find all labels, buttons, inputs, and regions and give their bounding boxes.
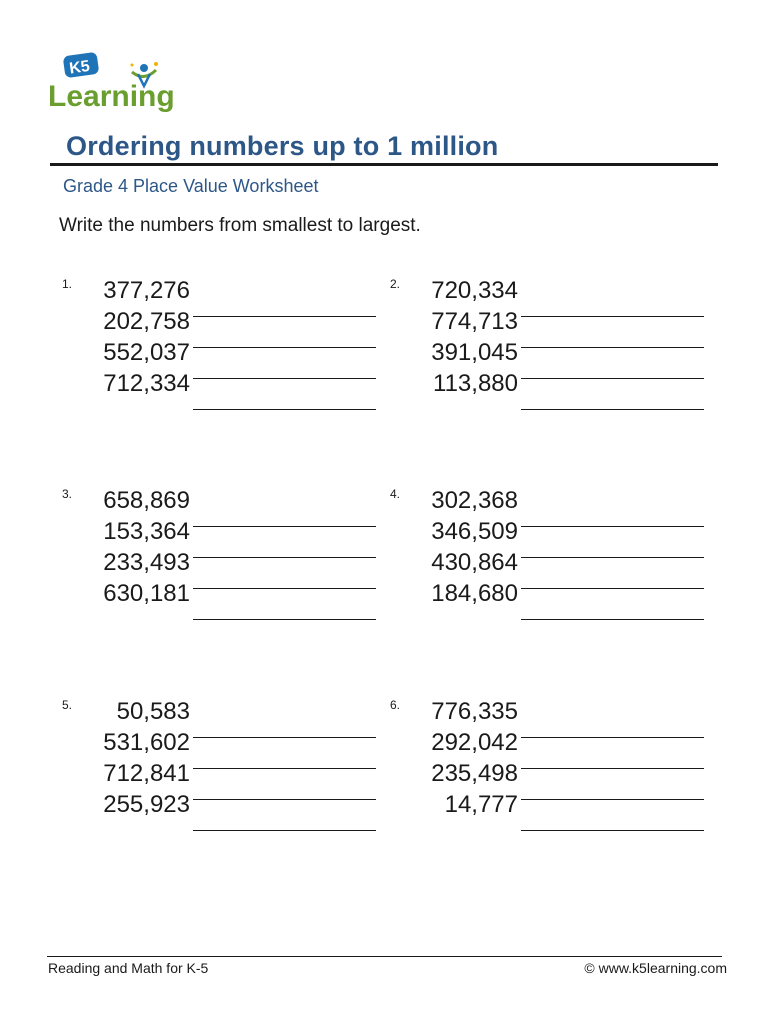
answer-line[interactable] xyxy=(521,391,704,410)
number-value: 202,758 xyxy=(103,308,190,335)
number-row xyxy=(62,760,392,791)
answer-line[interactable] xyxy=(521,601,704,620)
number-row xyxy=(390,580,720,611)
number-value: 430,864 xyxy=(431,549,518,576)
number-row xyxy=(390,698,720,729)
number-row xyxy=(390,791,720,822)
number-row xyxy=(390,518,720,549)
footer-divider xyxy=(47,956,722,957)
problem-number: 2. xyxy=(390,277,401,291)
problem-number: 5. xyxy=(62,698,73,712)
number-row xyxy=(390,308,720,339)
number-row xyxy=(62,580,392,611)
number-row xyxy=(390,729,720,760)
answer-line[interactable] xyxy=(521,812,704,831)
number-row xyxy=(62,549,392,580)
number-value: 774,713 xyxy=(431,308,518,335)
number-value: 50,583 xyxy=(116,698,190,725)
number-row xyxy=(390,339,720,370)
k5-learning-logo xyxy=(48,52,188,114)
number-row xyxy=(390,370,720,401)
number-value: 552,037 xyxy=(103,339,190,366)
number-row xyxy=(62,370,392,401)
worksheet-subtitle: Grade 4 Place Value Worksheet xyxy=(63,176,319,196)
problem-number: 3. xyxy=(62,487,73,501)
number-row xyxy=(62,277,392,308)
problem-number: 4. xyxy=(390,487,401,501)
number-value: 712,841 xyxy=(103,760,190,787)
footer-copyright-link[interactable]: © www.k5learning.com xyxy=(584,960,727,976)
number-row xyxy=(62,729,392,760)
number-row xyxy=(390,487,720,518)
number-value: 235,498 xyxy=(431,760,518,787)
number-value: 712,334 xyxy=(103,370,190,397)
number-value: 531,602 xyxy=(103,729,190,756)
svg-text:Learning: Learning xyxy=(48,80,175,113)
number-value: 776,335 xyxy=(431,698,518,725)
number-row xyxy=(390,277,720,308)
number-row xyxy=(390,760,720,791)
problem-number: 6. xyxy=(390,698,401,712)
number-row xyxy=(62,487,392,518)
title-divider xyxy=(50,163,718,166)
footer-tagline: Reading and Math for K-5 xyxy=(48,960,209,976)
answer-line[interactable] xyxy=(193,601,376,620)
number-row xyxy=(62,518,392,549)
worksheet-instructions: Write the numbers from smallest to largest. xyxy=(59,215,421,236)
number-row xyxy=(62,339,392,370)
number-value: 377,276 xyxy=(103,277,190,304)
answer-line[interactable] xyxy=(193,391,376,410)
svg-text:K5: K5 xyxy=(68,57,91,78)
number-value: 346,509 xyxy=(431,518,518,545)
number-row xyxy=(62,308,392,339)
number-value: 630,181 xyxy=(103,580,190,607)
number-value: 391,045 xyxy=(431,339,518,366)
number-value: 302,368 xyxy=(431,487,518,514)
number-row xyxy=(62,791,392,822)
number-value: 113,880 xyxy=(433,370,518,397)
problem-number: 1. xyxy=(62,277,73,291)
number-value: 720,334 xyxy=(431,277,518,304)
number-value: 255,923 xyxy=(103,791,190,818)
number-value: 233,493 xyxy=(103,549,190,576)
number-row xyxy=(390,549,720,580)
number-value: 184,680 xyxy=(431,580,518,607)
k5-logo-graphic xyxy=(48,52,188,114)
number-value: 14,777 xyxy=(444,791,518,818)
number-row xyxy=(62,698,392,729)
number-value: 153,364 xyxy=(103,518,190,545)
answer-line[interactable] xyxy=(193,812,376,831)
number-value: 292,042 xyxy=(431,729,518,756)
number-value: 658,869 xyxy=(103,487,190,514)
worksheet-title: Ordering numbers up to 1 million xyxy=(66,131,499,161)
